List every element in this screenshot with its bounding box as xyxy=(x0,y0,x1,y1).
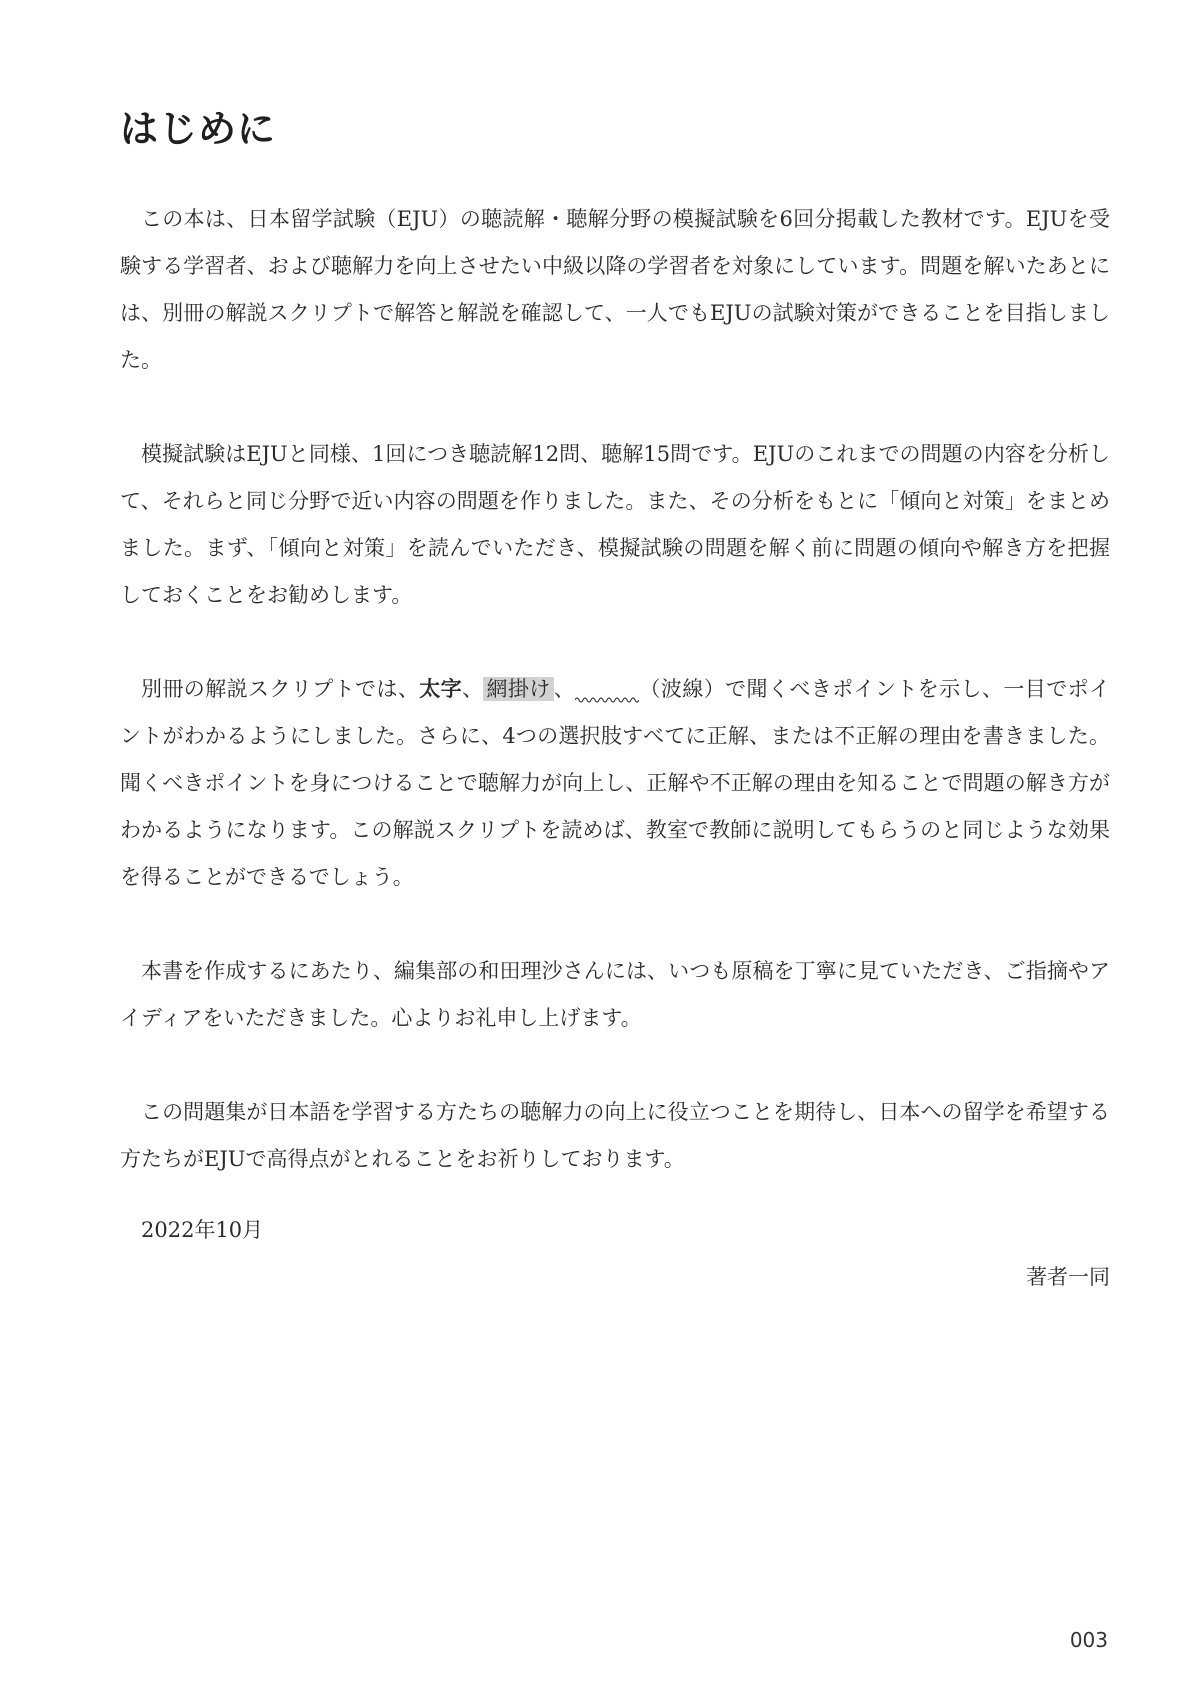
paragraph-1: この本は、日本留学試験（EJU）の聴読解・聴解分野の模擬試験を6回分掲載した教材です。EJUを受験する学習者、および聴解力を向上させたい中級以降の学習者を対象にしています。問題を解いたあとには、別冊の解説スクリプトで解答と解説を確認して、一人でもEJUの試験対策ができることを目指しました。 xyxy=(120,207,1110,372)
paragraph-4: 本書を作成するにあたり、編集部の和田理沙さんには、いつも原稿を丁寧に見ていただき、ご指摘やアイディアをいただきました。心よりお礼申し上げます。 xyxy=(120,959,1110,1030)
date: 2022年10月 xyxy=(141,1218,264,1242)
paragraph-2: 模擬試験はEJUと同様、1回につき聴読解12問、聴解15問です。EJUのこれまでの問題の内容を分析して、それらと同じ分野で近い内容の問題を作りました。また、その分析をもとに「傾向と対策」をまとめました。まず、「傾向と対策」を読んでいただき、模擬試験の問題を解く前に問題の傾向や解き方を把握しておくことをお勧めします。 xyxy=(120,442,1110,607)
paragraph-3 xyxy=(120,666,1110,901)
paragraph-3-intro: 別冊の解説スクリプトでは、 xyxy=(141,677,420,701)
signature: 著者一同 xyxy=(1026,1265,1110,1289)
paragraph-3-rest: （波線）で聞くべきポイントを示し、一目でポイントがわかるようにしました。さらに、4つの選択肢すべてに正解、または不正解の理由を書きました。聞くべきポイントを身につけることで聴解力が向上し、正解や不正解の理由を知ることで問題の解き方がわかるようになります。この解説スクリプトを読めば、教室で教師に説明してもらうのと同じような効果を得ることができるでしょう。 xyxy=(120,677,1111,889)
separator-1: 、 xyxy=(462,677,484,701)
wavy-underline-sample-icon xyxy=(575,675,639,696)
page-number: 003 xyxy=(1069,1628,1108,1652)
paragraph-5: この問題集が日本語を学習する方たちの聴解力の向上に役立つことを期待し、日本への留学を希望する方たちがEJUで高得点がとれることをお祈りしております。 xyxy=(120,1100,1110,1171)
page-title: はじめに xyxy=(120,107,277,151)
bold-sample-text: 太字 xyxy=(419,677,463,701)
body-text xyxy=(120,196,1110,1301)
shaded-sample-text: 網掛け xyxy=(483,677,553,701)
separator-2: 、 xyxy=(553,677,576,701)
